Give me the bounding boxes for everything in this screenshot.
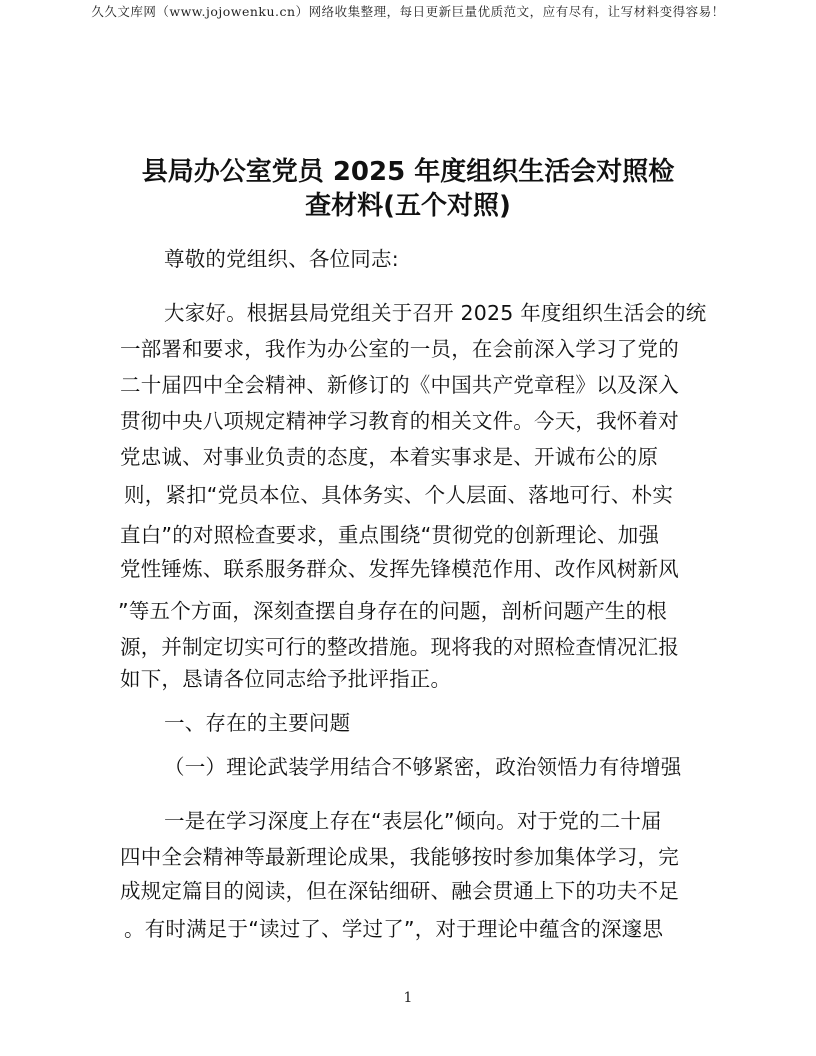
paragraph-line: 。有时满足于“读过了、学过了”，对于理论中蕴含的深邃思 bbox=[124, 917, 664, 941]
title-line-2: 查材料(五个对照) bbox=[305, 191, 511, 221]
paragraph-line: 则，紧扣“党员本位、具体务实、个人层面、落地可行、朴实 bbox=[124, 483, 674, 507]
paragraph-line: 一是在学习深度上存在“表层化”倾向。对于党的二十届 bbox=[164, 809, 662, 833]
paragraph-line: 直白”的对照检查要求，重点围绕“贯彻党的创新理论、加强 bbox=[120, 523, 660, 547]
paragraph-line: 成规定篇目的阅读，但在深钻细研、融会贯通上下的功夫不足 bbox=[120, 879, 679, 903]
paragraph-line: 大家好。根据县局党组关于召开 2025 年度组织生活会的统 bbox=[164, 301, 707, 325]
page-header: 久久文库网（www.jojowenku.cn）网络收集整理，每日更新巨量优质范文，应有尽有，让写材料变得容易！ bbox=[91, 4, 725, 19]
paragraph-line: 一部署和要求，我作为办公室的一员，在会前深入学习了党的 bbox=[120, 337, 679, 361]
title-line-1: 县局办公室党员 2025 年度组织生活会对照检 bbox=[141, 157, 675, 187]
paragraph-line: ”等五个方面，深刻查摆自身存在的问题，剖析问题产生的根 bbox=[118, 599, 668, 623]
subsection-heading: （一）理论武装学用结合不够紧密，政治领悟力有待增强 bbox=[164, 755, 682, 779]
paragraph-line: 贯彻中央八项规定精神学习教育的相关文件。今天，我怀着对 bbox=[120, 409, 679, 433]
section-heading: 一、存在的主要问题 bbox=[164, 711, 351, 735]
paragraph-line: 如下，恳请各位同志给予批评指正。 bbox=[120, 667, 452, 691]
paragraph-line: 党忠诚、对事业负责的态度，本着实事求是、开诚布公的原 bbox=[120, 445, 659, 469]
document-title bbox=[118, 155, 698, 223]
salutation: 尊敬的党组织、各位同志: bbox=[164, 247, 399, 271]
paragraph-line: 四中全会精神等最新理论成果，我能够按时参加集体学习，完 bbox=[120, 845, 679, 869]
page-number: 1 bbox=[403, 990, 413, 1006]
paragraph-line: 源，并制定切实可行的整改措施。现将我的对照检查情况汇报 bbox=[120, 635, 679, 659]
paragraph-line: 二十届四中全会精神、新修订的《中国共产党章程》以及深入 bbox=[120, 373, 679, 397]
paragraph-line: 党性锤炼、联系服务群众、发挥先锋模范作用、改作风树新风 bbox=[120, 557, 679, 581]
